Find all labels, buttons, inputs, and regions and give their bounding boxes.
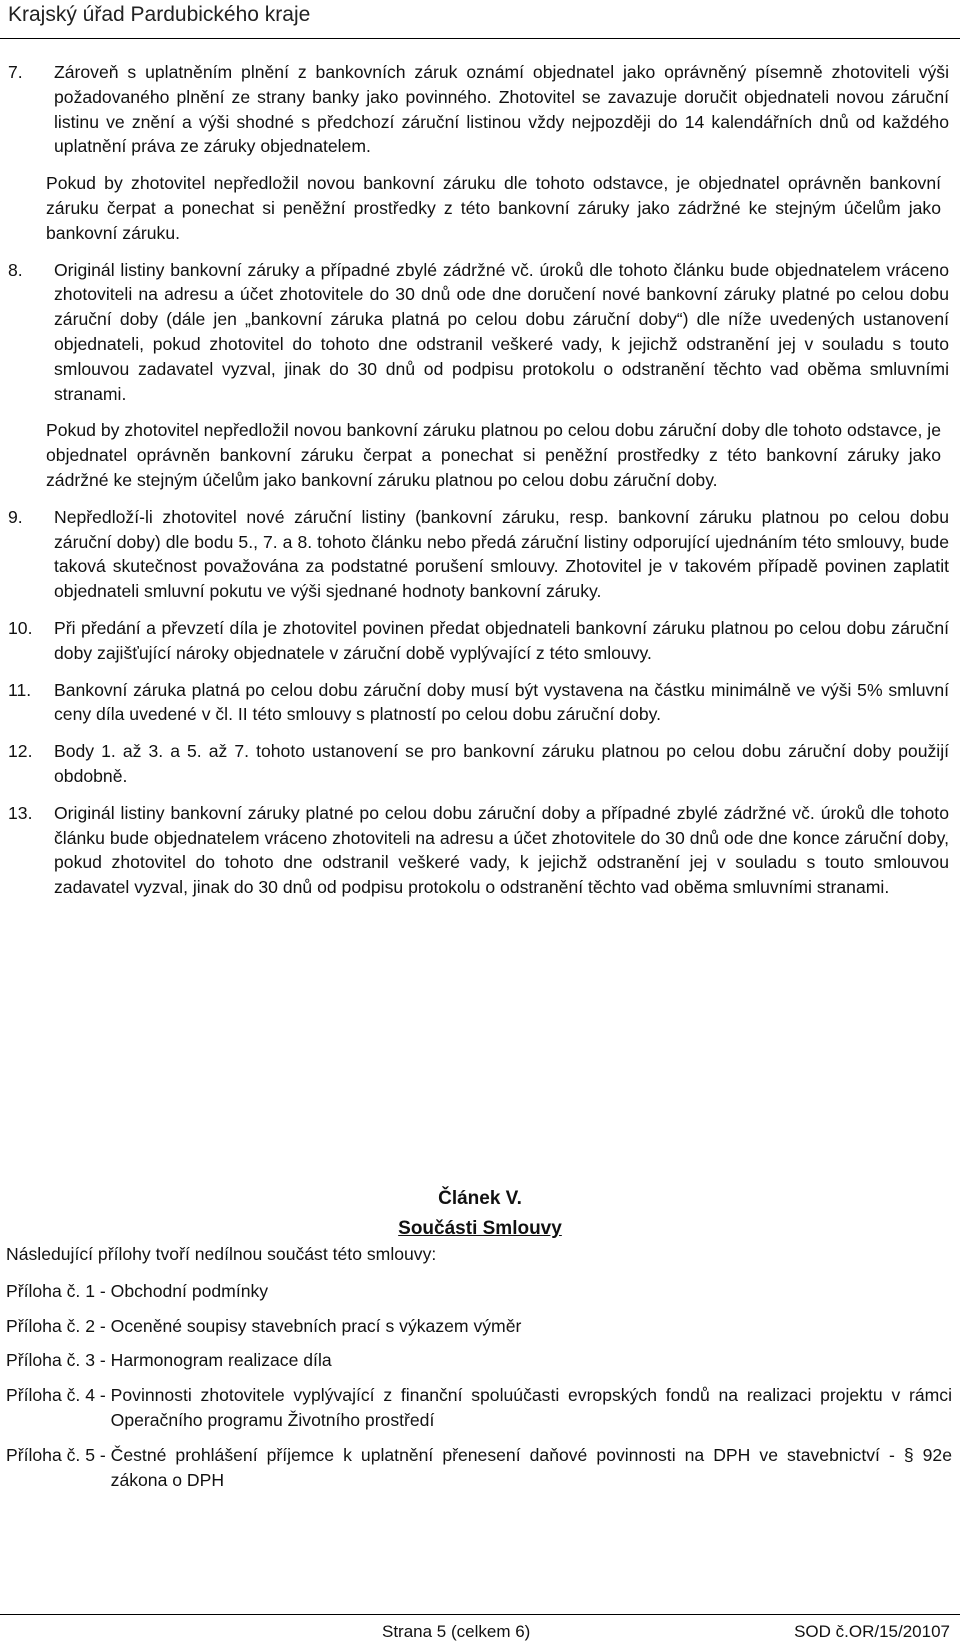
annex-item	[6, 1348, 952, 1373]
clause-text: Nepředloží-li zhotovitel nové záruční listiny (bankovní záruku, resp. bankovní záruku platnou po celou dobu záruční doby) dle bodu 5., 7. a 8. tohoto článku nebo předá záruční listiny odporující ujednáním této smlouvy, bude taková skutečnost považována za podstatné porušení smlouvy. Zhotovitel je v takovém případě povinen zaplatit objednateli smluvní pokutu ve výši sjednané hodnoty bankovní záruky.	[54, 506, 949, 602]
clause-item	[0, 801, 960, 900]
clause-item	[0, 60, 960, 159]
clause-item	[0, 739, 960, 789]
clause-text: Body 1. až 3. a 5. až 7. tohoto ustanovení se pro bankovní záruku platnou po celou dobu záruční doby použijí obdobně.	[54, 741, 949, 786]
clause-number: 11.	[8, 679, 32, 700]
clause-item	[0, 678, 960, 728]
annex-item	[6, 1443, 952, 1493]
annex-label: Příloha č. 4 -	[6, 1385, 111, 1406]
footer-divider	[0, 1614, 960, 1615]
header-divider	[0, 38, 960, 39]
article-subtitle: Součásti Smlouvy	[398, 1218, 562, 1239]
clause-number: 8.	[8, 259, 23, 280]
annex-text: Povinnosti zhotovitele vyplývající z finanční spoluúčasti evropských fondů na realizaci projektu v rámci Operačního programu Životního prostředí	[110, 1385, 952, 1430]
article-heading	[0, 1184, 960, 1244]
annex-list	[6, 1242, 952, 1502]
page-number: Strana 5 (celkem 6)	[382, 1622, 531, 1641]
annex-text: Harmonogram realizace díla	[110, 1350, 332, 1371]
clause-text: Při předání a převzetí díla je zhotovitel povinen předat objednateli bankovní záruku platnou po celou dobu záruční doby zajišťující nároky objednatele v záruční době vyplývající z této smlouvy.	[54, 617, 949, 663]
clause-text: Originál listiny bankovní záruky platné po celou dobu záruční doby a případné zbylé zádržné vč. úroků dle tohoto článku bude objednatelem vráceno zhotoviteli na adresu a účet zhotovitele do 30 dnů ode dne konce záruční doby, pokud zhotovitel do tohoto dne odstranil veškeré vady, k jejichž odstranění jej v souladu s touto smlouvou zadavatel vyzval, jinak do 30 dnů od podpisu protokolu o odstranění těchto vad oběma smluvními stranami.	[54, 802, 949, 898]
clause-item	[0, 616, 960, 666]
clause-number: 10.	[8, 617, 33, 638]
contract-reference: SOD č.OR/15/20107	[794, 1622, 950, 1641]
clause-text: Originál listiny bankovní záruky a případné zbylé zádržné vč. úroků dle tohoto článku bude objednatelem vráceno zhotoviteli na adresu a účet zhotovitele do 30 dnů ode dne doručení nové bankovní záruky platné po celou dobu záruční doby (dále jen „bankovní záruka platná po celou dobu záruční doby“) dle níže uvedených ustanovení objednateli, pokud zhotovitel do tohoto dne odstranil veškeré vady, k jejichž odstranění jej v souladu s touto smlouvou zadavatel vyzval, jinak do 30 dnů od podpisu protokolu o odstranění těchto vad oběma smluvními stranami.	[54, 259, 949, 404]
clause-number: 7.	[8, 62, 23, 82]
annex-text: Čestné prohlášení příjemce k uplatnění přenesení daňové povinnosti na DPH ve stavebnictví - § 92e zákona o DPH	[110, 1444, 952, 1490]
annex-label: Příloha č. 2 -	[6, 1315, 111, 1336]
annex-item	[6, 1383, 952, 1433]
clause-text: Bankovní záruka platná po celou dobu záruční doby musí být vystavena na částku minimálně ve výši 5% smluvní ceny díla uvedené v čl. II této smlouvy s platností po celou dobu záruční doby.	[54, 679, 949, 725]
contract-body	[0, 60, 960, 912]
clause-number: 9.	[8, 506, 23, 527]
clause-paragraph: Pokud by zhotovitel nepředložil novou bankovní záruku platnou po celou dobu záruční doby dle tohoto odstavce, je objednatel oprávněn bankovní záruku čerpat a ponechat si peněžní prostředky z této bankovní záruky jako zádržné ke stejným účelům jako bankovní záruku platnou po celou dobu záruční doby.	[46, 420, 941, 490]
clause-text: Zároveň s uplatněním plnění z bankovních záruk oznámí objednatel jako oprávněný písemně zhotoviteli výši požadovaného plnění ze strany banky jako povinného. Zhotovitel se zavazuje doručit objednateli novou záruční listinu ve znění a výši shodné s předchozí záruční listinou vždy nejpozději do 14 kalendářních dnů od každého uplatnění práva ze záruky objednatelem.	[54, 62, 949, 157]
annex-item	[6, 1314, 952, 1339]
clause-number: 13.	[8, 802, 33, 823]
annex-text: Oceněné soupisy stavebních prací s výkazem výměr	[110, 1315, 522, 1336]
annex-intro: Následující přílohy tvoří nedílnou součást této smlouvy:	[6, 1244, 437, 1264]
annex-text: Obchodní podmínky	[110, 1280, 269, 1301]
page-header: Krajský úřad Pardubického kraje	[8, 3, 311, 26]
clause-paragraph: Pokud by zhotovitel nepředložil novou bankovní záruku dle tohoto odstavce, je objednatel oprávněn bankovní záruku čerpat a ponechat si peněžní prostředky z této bankovní záruky jako zádržné ke stejným účelům jako bankovní záruku.	[46, 173, 941, 243]
annex-label: Příloha č. 3 -	[6, 1350, 111, 1371]
annex-label: Příloha č. 1 -	[6, 1280, 111, 1301]
annex-item	[6, 1279, 952, 1304]
clause-item	[0, 258, 960, 407]
annex-label: Příloha č. 5 -	[6, 1444, 111, 1465]
clause-item	[0, 505, 960, 604]
article-title: Článek V.	[438, 1188, 522, 1209]
clause-number: 12.	[8, 741, 33, 762]
